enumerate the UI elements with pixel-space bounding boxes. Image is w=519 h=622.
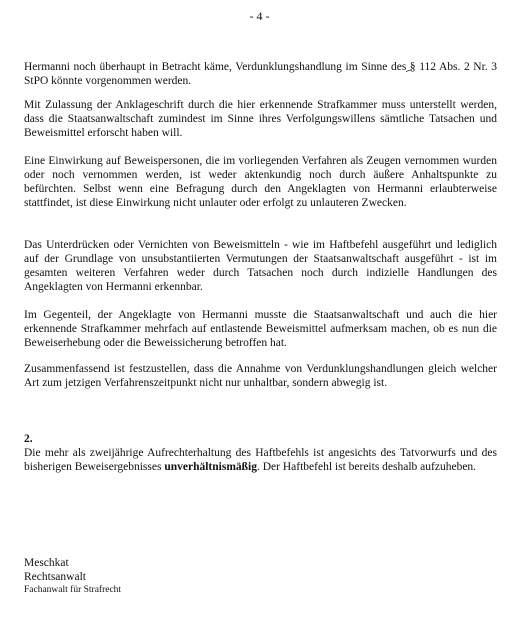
paragraph-7-end: . Der Haftbefehl ist bereits deshalb aufzuheben.	[257, 461, 477, 473]
signature-title: Rechtsanwalt	[24, 571, 86, 583]
signature-subtitle: Fachanwalt für Strafrecht	[24, 585, 122, 595]
paragraph-7	[24, 446, 497, 474]
paragraph-4: Das Unterdrücken oder Vernichten von Beweismitteln - wie im Haftbefehl ausgeführt und lediglich auf der Grundlage von unsubstantiierten Vermutungen der Staatsanwaltschaft ausgeführt - ist im gesamten weiteren Verfahren weder durch Tatsachen noch durch indizielle Handlungen des Angeklagten von Hermanni erkennbar.	[24, 239, 497, 293]
signature-name: Meschkat	[24, 557, 69, 569]
paragraph-2: Mit Zulassung der Anklageschrift durch die hier erkennende Strafkammer muss unterstellt werden, dass die Staatsanwaltschaft zumindest im Sinne ihres Verfolgungswillens sämtliche Tatsachen und Beweismittel erforscht haben will.	[24, 99, 497, 139]
paragraph-1: Hermanni noch überhaupt in Betracht käme, Verdunklungshandlung im Sinne des § 112 Abs. 2 Nr. 3 StPO könnte vorgenommen werden.	[24, 61, 497, 87]
section-number: 2.	[24, 433, 33, 445]
paragraph-7-text: Die mehr als zweijährige Aufrechterhaltung des Haftbefehls ist angesichts des Tatvorwurfs und des bisherigen Beweisergebnisses	[24, 447, 497, 473]
paragraph-3: Eine Einwirkung auf Beweispersonen, die im vorliegenden Verfahren als Zeugen vernommen wurden oder noch vernommen werden, ist weder aktenkundig noch durch äußere Anhaltspunkte zu befürchten. Selbst wenn eine Befragung durch den Angeklagten von Hermanni erlaubterweise stattfindet, ist diese Einwirkung nicht unlauter oder erfolgt zu unlauteren Zwecken.	[24, 155, 497, 209]
signature-block	[24, 556, 121, 597]
page-number: - 4 -	[249, 9, 270, 23]
emphasis-text: unverhältnismäßig	[164, 461, 257, 473]
paragraph-6: Zusammenfassend ist festzustellen, dass die Annahme von Verdunklungshandlungen gleich welcher Art zum jetzigen Verfahrenszeitpunkt nicht nur unhaltbar, sondern abwegig ist.	[24, 363, 497, 389]
paragraph-5: Im Gegenteil, der Angeklagte von Hermanni musste die Staatsanwaltschaft und auch die hier erkennende Strafkammer mehrfach auf entlastende Beweismittel aufmerksam machen, ob es nun die Beweiserhebung oder die Beweissicherung betroffen hat.	[24, 309, 497, 349]
